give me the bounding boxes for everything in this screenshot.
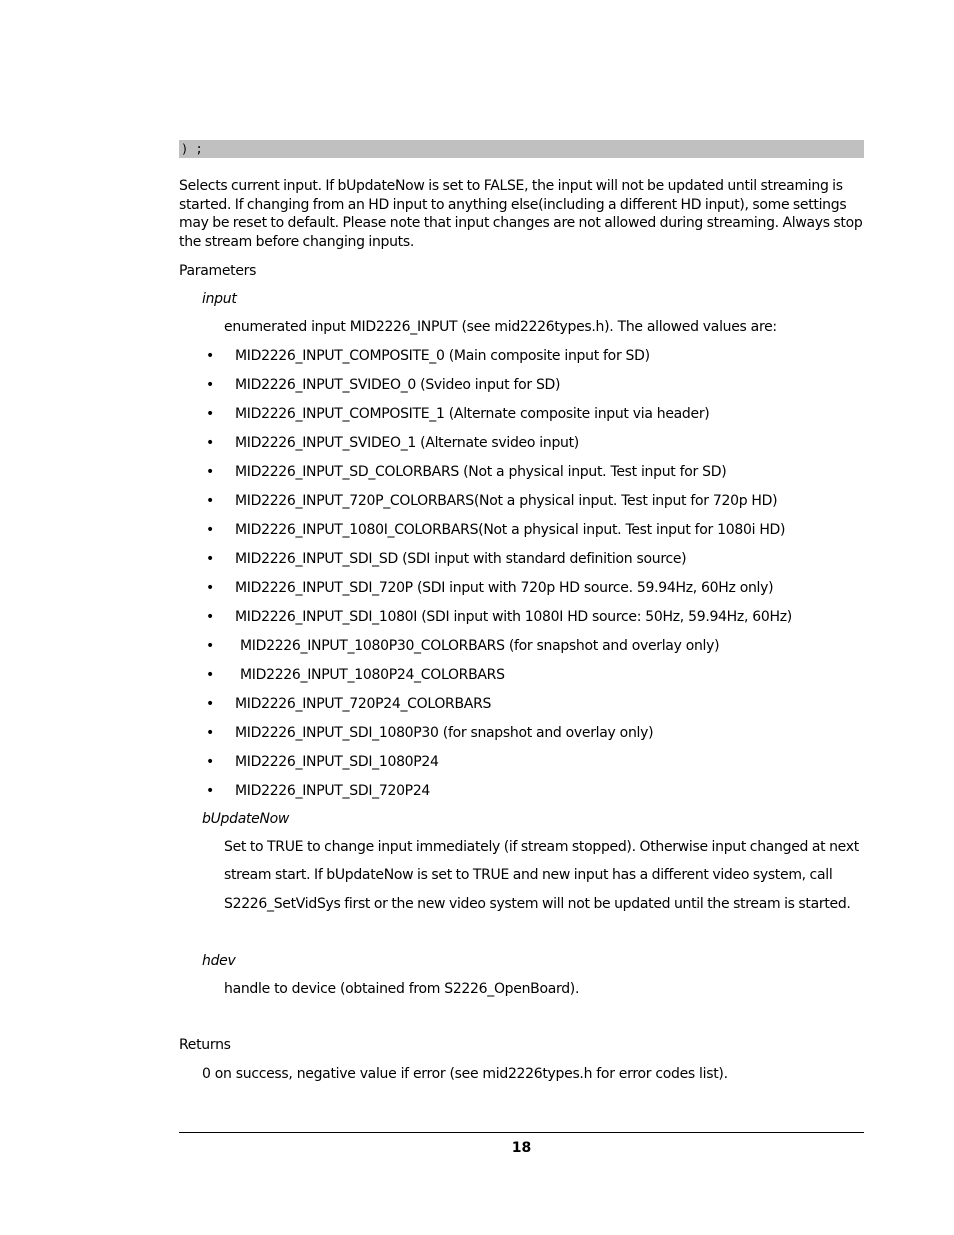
bullet-marker: • — [206, 696, 215, 712]
bullet-marker: • — [206, 464, 215, 480]
input-value-item: MID2226_INPUT_720P_COLORBARS(Not a physical input. Test input for 720p HD) — [235, 493, 778, 509]
bullet-marker: • — [206, 551, 215, 567]
bullet-marker: • — [206, 609, 215, 625]
input-value-item: MID2226_INPUT_SDI_720P (SDI input with 720p HD source. 59.94Hz, 60Hz only) — [235, 580, 774, 596]
param-name-hdev: hdev — [202, 953, 236, 969]
input-value-item: MID2226_INPUT_SDI_SD (SDI input with standard definition source) — [235, 551, 687, 567]
input-value-item: MID2226_INPUT_COMPOSITE_1 (Alternate composite input via header) — [235, 406, 710, 422]
input-value-item: MID2226_INPUT_1080P30_COLORBARS (for snapshot and overlay only) — [240, 638, 720, 654]
footer-divider — [179, 1132, 864, 1133]
bullet-marker: • — [206, 783, 215, 799]
bullet-marker: • — [206, 377, 215, 393]
input-value-item: MID2226_INPUT_720P24_COLORBARS — [235, 696, 492, 712]
parameters-heading: Parameters — [179, 263, 257, 279]
returns-heading: Returns — [179, 1037, 231, 1053]
bullet-marker: • — [206, 493, 215, 509]
input-value-item: MID2226_INPUT_SDI_1080P30 (for snapshot and overlay only) — [235, 725, 654, 741]
param-desc-bupdatenow: Set to TRUE to change input immediately (if stream stopped). Otherwise input changed at next stream start. If bUpdateNow is set to TRUE and new input has a different video system, call S2226_SetVidSys first or the new video system will not be updated until the stream is started. — [224, 839, 859, 912]
bullet-marker: • — [206, 580, 215, 596]
input-value-item: MID2226_INPUT_1080P24_COLORBARS — [240, 667, 505, 683]
bullet-marker: • — [206, 638, 215, 654]
param-name-input: input — [202, 291, 237, 307]
function-description: Selects current input. If bUpdateNow is set to FALSE, the input will not be updated until streaming is started. If changing from an HD input to anything else(including a different HD input), some settings may be reset to default. Please note that input changes are not allowed during streaming. Always stop the stream before changing inputs. — [179, 178, 863, 251]
returns-text: 0 on success, negative value if error (see mid2226types.h for error codes list). — [202, 1066, 728, 1082]
code-signature: ) ; — [181, 142, 203, 156]
input-value-item: MID2226_INPUT_SD_COLORBARS (Not a physical input. Test input for SD) — [235, 464, 727, 480]
bullet-marker: • — [206, 522, 215, 538]
input-value-item: MID2226_INPUT_SVIDEO_0 (Svideo input for SD) — [235, 377, 561, 393]
bullet-marker: • — [206, 406, 215, 422]
input-value-item: MID2226_INPUT_COMPOSITE_0 (Main composite input for SD) — [235, 348, 650, 364]
input-value-item: MID2226_INPUT_SDI_720P24 — [235, 783, 431, 799]
bullet-marker: • — [206, 725, 215, 741]
bullet-marker: • — [206, 754, 215, 770]
page-number: 18 — [511, 1140, 532, 1156]
code-signature-block — [179, 140, 864, 158]
param-desc-hdev: handle to device (obtained from S2226_OpenBoard). — [224, 981, 580, 997]
param-name-bupdatenow: bUpdateNow — [202, 811, 290, 827]
param-desc-input: enumerated input MID2226_INPUT (see mid2226types.h). The allowed values are: — [224, 319, 777, 335]
bullet-marker: • — [206, 667, 215, 683]
input-value-item: MID2226_INPUT_1080I_COLORBARS(Not a physical input. Test input for 1080i HD) — [235, 522, 786, 538]
input-value-item: MID2226_INPUT_SDI_1080I (SDI input with 1080I HD source: 50Hz, 59.94Hz, 60Hz) — [235, 609, 792, 625]
input-value-item: MID2226_INPUT_SVIDEO_1 (Alternate svideo input) — [235, 435, 579, 451]
bullet-marker: • — [206, 348, 215, 364]
bullet-marker: • — [206, 435, 215, 451]
input-value-item: MID2226_INPUT_SDI_1080P24 — [235, 754, 439, 770]
